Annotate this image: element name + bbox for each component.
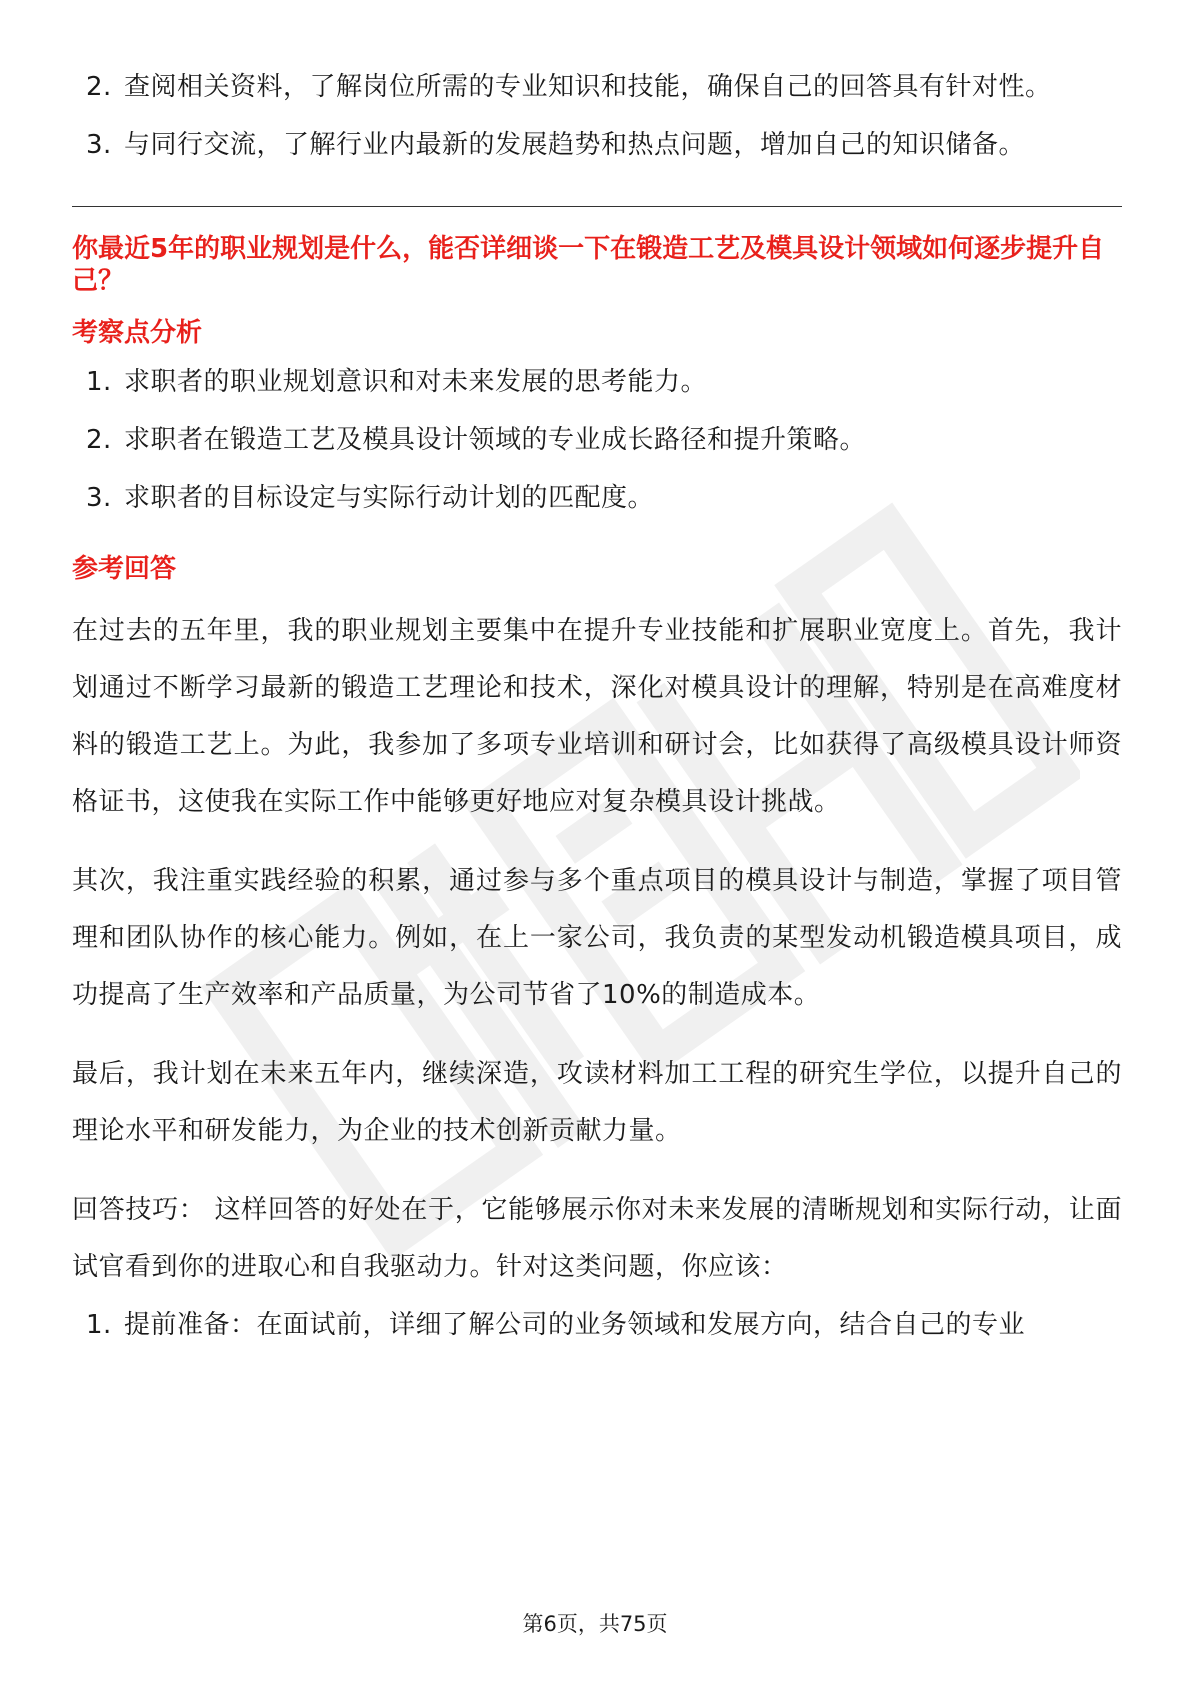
section-divider [72, 206, 1122, 207]
list-item [72, 411, 1122, 469]
list-item [72, 353, 1122, 411]
list-item [72, 1296, 1122, 1354]
page-content [72, 58, 1122, 1354]
tips-list [72, 1296, 1122, 1354]
answer-paragraph: 最后，我计划在未来五年内，继续深造，攻读材料加工工程的研究生学位，以提升自己的理论水平和研发能力，为企业的技术创新贡献力量。 [72, 1059, 1122, 1146]
list-item [72, 58, 1122, 116]
answer-heading: 参考回答 [72, 554, 177, 584]
answer-tips-paragraph: 回答技巧： 这样回答的好处在于，它能够展示你对未来发展的清晰规划和实际行动，让面试官看到你的进取心和自我驱动力。针对这类问题，你应该： [72, 1195, 1122, 1282]
list-item-text: 求职者在锻造工艺及模具设计领域的专业成长路径和提升策略。 [124, 425, 867, 455]
list-item-text: 与同行交流，了解行业内最新的发展趋势和热点问题，增加自己的知识储备。 [124, 130, 1026, 160]
answer-paragraph: 在过去的五年里，我的职业规划主要集中在提升专业技能和扩展职业宽度上。首先，我计划通过不断学习最新的锻造工艺理论和技术，深化对模具设计的理解，特别是在高难度材料的锻造工艺上。为此，我参加了多项专业培训和研讨会，比如获得了高级模具设计师资格证书，这使我在实际工作中能够更好地应对复杂模具设计挑战。 [72, 616, 1122, 817]
list-item-number: 2. [86, 72, 112, 102]
list-item-number: 3. [86, 483, 112, 513]
list-item-number: 3. [86, 130, 112, 160]
interview-question: 你最近5年的职业规划是什么，能否详细谈一下在锻造工艺及模具设计领域如何逐步提升自己？ [72, 234, 1105, 296]
list-item [72, 116, 1122, 174]
list-item-number: 2. [86, 425, 112, 455]
intro-list [72, 58, 1122, 174]
page-footer: 第6页，共75页 [522, 1612, 668, 1636]
analysis-heading: 考察点分析 [72, 318, 203, 348]
list-item [72, 469, 1122, 527]
answer-paragraph: 其次，我注重实践经验的积累，通过参与多个重点项目的模具设计与制造，掌握了项目管理和团队协作的核心能力。例如，在上一家公司，我负责的某型发动机锻造模具项目，成功提高了生产效率和产品质量，为公司节省了10%的制造成本。 [72, 866, 1122, 1010]
list-item-number: 1. [86, 367, 112, 397]
list-item-text: 求职者的职业规划意识和对未来发展的思考能力。 [124, 367, 708, 397]
analysis-list [72, 353, 1122, 527]
list-item-number: 1. [86, 1310, 112, 1340]
list-item-text: 提前准备：在面试前，详细了解公司的业务领域和发展方向，结合自己的专业 [124, 1310, 1026, 1340]
list-item-text: 查阅相关资料，了解岗位所需的专业知识和技能，确保自己的回答具有针对性。 [124, 72, 1052, 102]
list-item-text: 求职者的目标设定与实际行动计划的匹配度。 [124, 483, 655, 513]
